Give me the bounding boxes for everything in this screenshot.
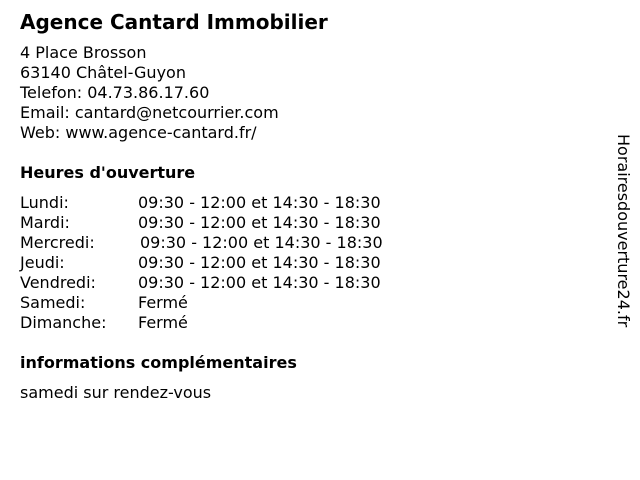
day-label: Jeudi:	[20, 253, 65, 272]
watermark-text: Horairesdouverture24.fr	[614, 134, 633, 328]
watermark	[613, 134, 633, 374]
day-hours: Fermé	[138, 313, 188, 332]
day-label: Dimanche:	[20, 313, 107, 332]
day-hours: 09:30 - 12:00 et 14:30 - 18:30	[140, 233, 383, 252]
day-label: Samedi:	[20, 293, 86, 312]
day-label: Lundi:	[20, 193, 69, 212]
additional-info-heading: informations complémentaires	[20, 353, 297, 372]
day-hours: 09:30 - 12:00 et 14:30 - 18:30	[138, 193, 381, 212]
day-hours: 09:30 - 12:00 et 14:30 - 18:30	[138, 213, 381, 232]
address-line-street: 4 Place Brosson	[20, 43, 147, 62]
day-hours: 09:30 - 12:00 et 14:30 - 18:30	[138, 253, 381, 272]
day-label: Mardi:	[20, 213, 70, 232]
day-label: Mercredi:	[20, 233, 95, 252]
day-hours: Fermé	[138, 293, 188, 312]
phone-line: Telefon: 04.73.86.17.60	[20, 83, 210, 102]
agency-name: Agence Cantard Immobilier	[20, 10, 328, 34]
additional-info-text: samedi sur rendez-vous	[20, 383, 212, 402]
opening-hours-heading: Heures d'ouverture	[20, 163, 196, 182]
email-line: Email: cantard@netcourrier.com	[20, 103, 279, 122]
contact-block	[20, 43, 279, 143]
web-line: Web: www.agence-cantard.fr/	[20, 123, 257, 142]
day-hours: 09:30 - 12:00 et 14:30 - 18:30	[138, 273, 381, 292]
address-line-city: 63140 Châtel-Guyon	[20, 63, 186, 82]
day-label: Vendredi:	[20, 273, 96, 292]
